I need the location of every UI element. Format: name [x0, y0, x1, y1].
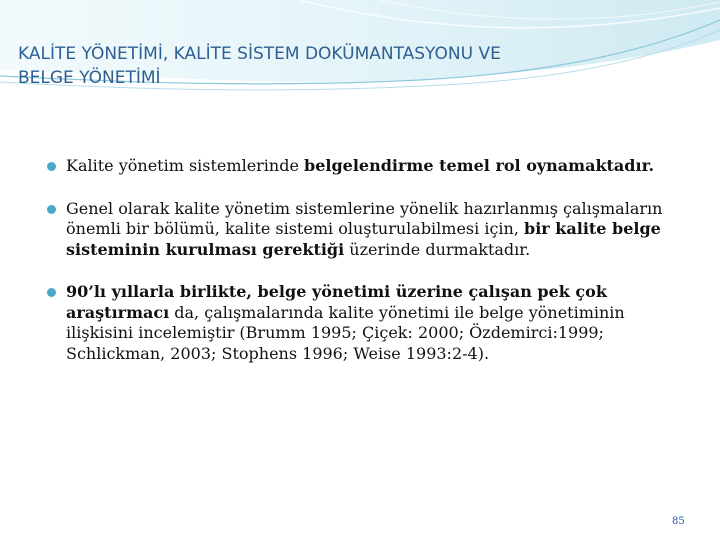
- bullet-bold-text: 90’lı yıllarla birlikte, belge yönetimi üzerine çalışan pek çok araştırmacı: [66, 282, 607, 322]
- bullet-dot-icon: [47, 162, 56, 171]
- bullet-dot-icon: [47, 288, 56, 297]
- page-number: 85: [672, 516, 685, 527]
- bullet-text-after: üzerinde durmaktadır.: [344, 239, 531, 259]
- bullet-list: [44, 156, 694, 364]
- bullet-text: Genel olarak kalite yönetim sistemlerine yönelik hazırlanmış çalışmaların önemli bir bölümü, kalite sistemi oluşturulabilmesi için,: [66, 198, 663, 238]
- bullet-dot-icon: [47, 205, 56, 214]
- bullet-bold-text: belgelendirme temel rol oynamaktadır.: [304, 156, 655, 175]
- slide-title-line-2: BELGE YÖNETİMİ: [18, 68, 161, 88]
- bullet-text-after: da, çalışmalarında kalite yönetimi ile belge yönetiminin ilişkisini incelemiştir (Brumm 1995; Çiçek: 2000; Özdemirci:1999; Schlickman, 2003; Stophens 1996; Weise 1993:2-4).: [66, 302, 625, 363]
- bullet-item: [44, 199, 694, 261]
- bullet-item: [44, 282, 694, 364]
- slide-title-line-1: KALİTE YÖNETİMİ, KALİTE SİSTEM DOKÜMANTASYONU VE: [18, 44, 501, 64]
- bullet-bold-text: bir kalite belge sisteminin kurulması gerektiği: [66, 219, 661, 259]
- bullet-item: [44, 156, 694, 177]
- slide-title: [18, 42, 658, 90]
- bullet-text: Kalite yönetim sistemlerinde: [66, 156, 305, 175]
